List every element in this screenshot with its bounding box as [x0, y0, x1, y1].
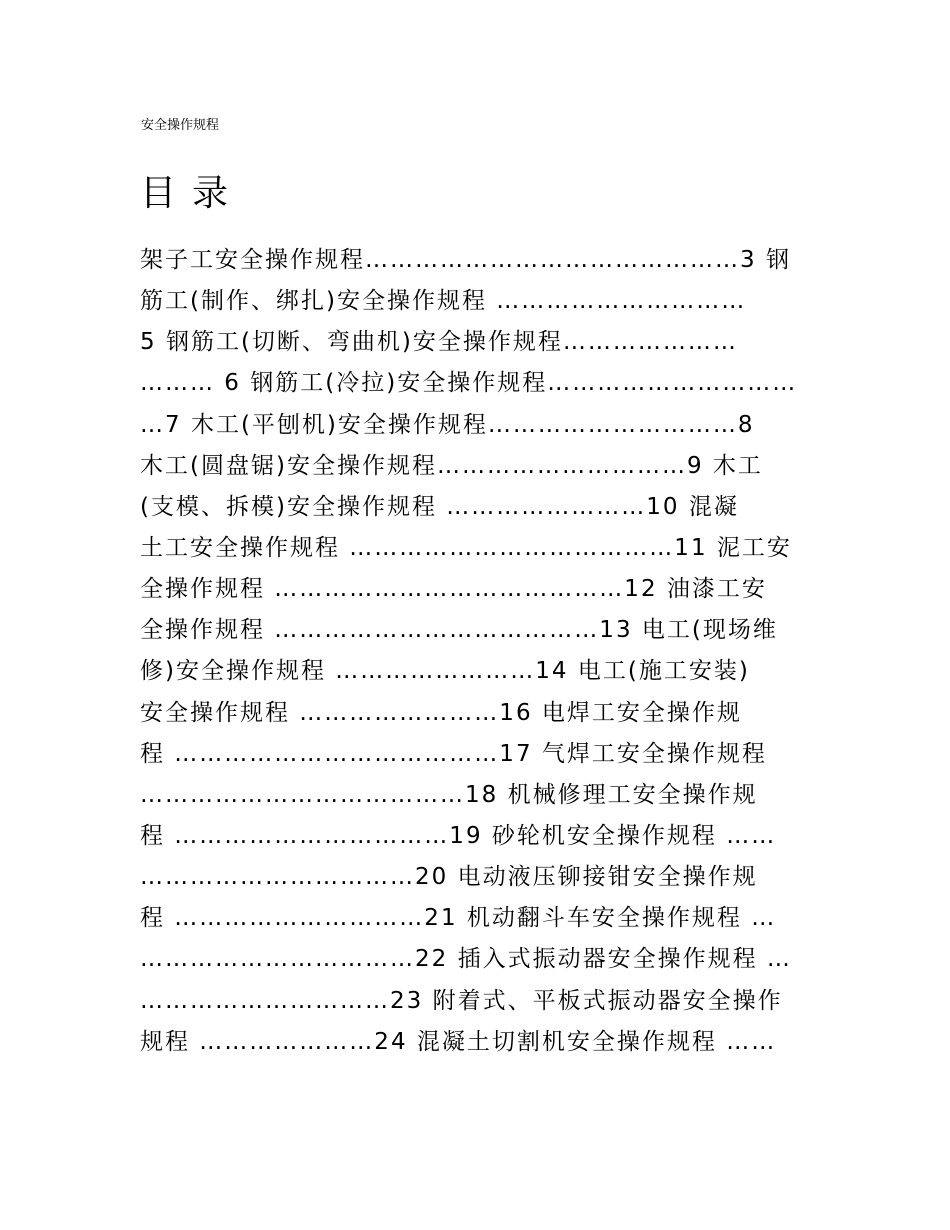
toc-line: 筋工(制作、绑扎)安全操作规程 …………………………: [140, 288, 747, 315]
toc-line: 5 钢筋工(切断、弯曲机)安全操作规程…………………: [140, 329, 738, 356]
toc-line: 木工(圆盘锯)安全操作规程…………………………9 木工: [140, 452, 763, 479]
page-header: 安全操作规程: [141, 118, 220, 133]
table-of-contents: [140, 240, 820, 1063]
toc-line: ……… 6 钢筋工(冷拉)安全操作规程…………………………: [140, 370, 798, 397]
toc-line: 土工安全操作规程 …………………………………11 泥工安: [140, 534, 792, 561]
toc-line: 全操作规程 ……………………………………12 油漆工安: [140, 576, 767, 603]
toc-line: 安全操作规程 ……………………16 电焊工安全操作规: [140, 699, 742, 726]
toc-line: 架子工安全操作规程………………………………………3 钢: [140, 247, 791, 273]
toc-line: …7 木工(平刨机)安全操作规程…………………………8: [140, 411, 755, 438]
toc-line: 修)安全操作规程 ……………………14 电工(施工安装): [140, 658, 750, 685]
toc-line: ……………………………20 电动液压铆接钳安全操作规: [140, 864, 758, 891]
toc-line: 规程 …………………24 混凝土切割机安全操作规程 ……: [140, 1028, 777, 1055]
toc-line: 程 …………………………21 机动翻斗车安全操作规程 …: [140, 905, 777, 932]
toc-title: 目录: [140, 173, 245, 214]
toc-line: 程 …………………………………17 气焊工安全操作规程: [140, 740, 767, 767]
toc-line: …………………………………18 机械修理工安全操作规: [140, 781, 758, 808]
toc-line: …………………………23 附着式、平板式振动器安全操作: [140, 987, 783, 1014]
toc-line: ……………………………22 插入式振动器安全操作规程 …: [140, 946, 792, 973]
toc-line: (支模、拆模)安全操作规程 ……………………10 混凝: [140, 493, 739, 520]
toc-line: 全操作规程 …………………………………13 电工(现场维: [140, 617, 778, 644]
toc-line: 程 ……………………………19 砂轮机安全操作规程 ……: [140, 822, 777, 849]
